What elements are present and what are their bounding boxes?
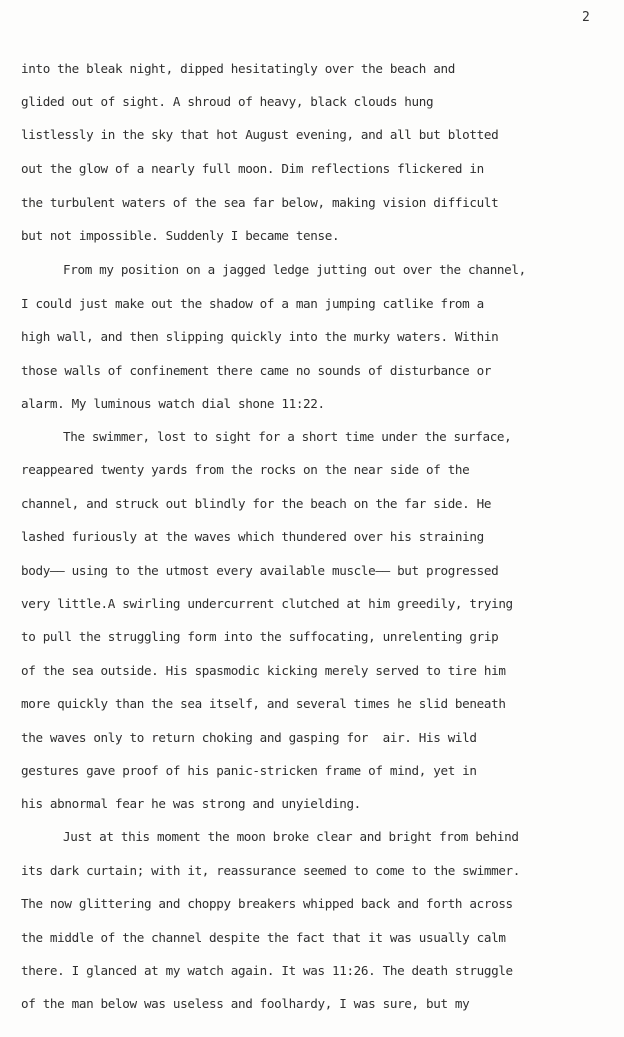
text-line: channel, and struck out blindly for the beach on the far side. He (21, 496, 492, 511)
text-line: more quickly than the sea itself, and several times he slid beneath (21, 696, 506, 711)
text-line: of the man below was useless and foolhardy, I was sure, but my (21, 996, 470, 1011)
page-number: 2 (582, 10, 590, 25)
text-line: Just at this moment the moon broke clear and bright from behind (63, 829, 519, 844)
text-line: the middle of the channel despite the fact that it was usually calm (21, 930, 506, 945)
text-line: very little.A swirling undercurrent clutched at him greedily, trying (21, 596, 513, 611)
text-line: to pull the struggling form into the suffocating, unrelenting grip (21, 629, 499, 644)
text-line: the waves only to return choking and gasping for air. His wild (21, 730, 477, 745)
text-line: high wall, and then slipping quickly into the murky waters. Within (21, 329, 499, 344)
text-line: From my position on a jagged ledge jutting out over the channel, (63, 262, 526, 277)
text-line: its dark curtain; with it, reassurance seemed to come to the swimmer. (21, 863, 521, 878)
text-line: into the bleak night, dipped hesitatingly over the beach and (21, 61, 455, 76)
text-line: but not impossible. Suddenly I became tense. (21, 228, 340, 243)
text-line: there. I glanced at my watch again. It was 11:26. The death struggle (21, 963, 513, 978)
text-line: his abnormal fear he was strong and unyielding. (21, 796, 361, 811)
text-line: body—— using to the utmost every available muscle—— but progressed (21, 563, 499, 578)
text-line: of the sea outside. His spasmodic kicking merely served to tire him (21, 663, 506, 678)
text-line: I could just make out the shadow of a man jumping catlike from a (21, 296, 484, 311)
text-line: The now glittering and choppy breakers whipped back and forth across (21, 896, 513, 911)
text-line: lashed furiously at the waves which thundered over his straining (21, 529, 484, 544)
text-line: The swimmer, lost to sight for a short time under the surface, (63, 429, 512, 444)
text-line: the turbulent waters of the sea far below, making vision difficult (21, 195, 499, 210)
text-line: reappeared twenty yards from the rocks on the near side of the (21, 462, 470, 477)
text-line: those walls of confinement there came no sounds of disturbance or (21, 363, 492, 378)
text-line: alarm. My luminous watch dial shone 11:22. (21, 396, 325, 411)
text-line: listlessly in the sky that hot August evening, and all but blotted (21, 127, 499, 142)
text-line: out the glow of a nearly full moon. Dim reflections flickered in (21, 161, 484, 176)
text-line: glided out of sight. A shroud of heavy, black clouds hung (21, 94, 434, 109)
text-line: gestures gave proof of his panic-stricken frame of mind, yet in (21, 763, 477, 778)
